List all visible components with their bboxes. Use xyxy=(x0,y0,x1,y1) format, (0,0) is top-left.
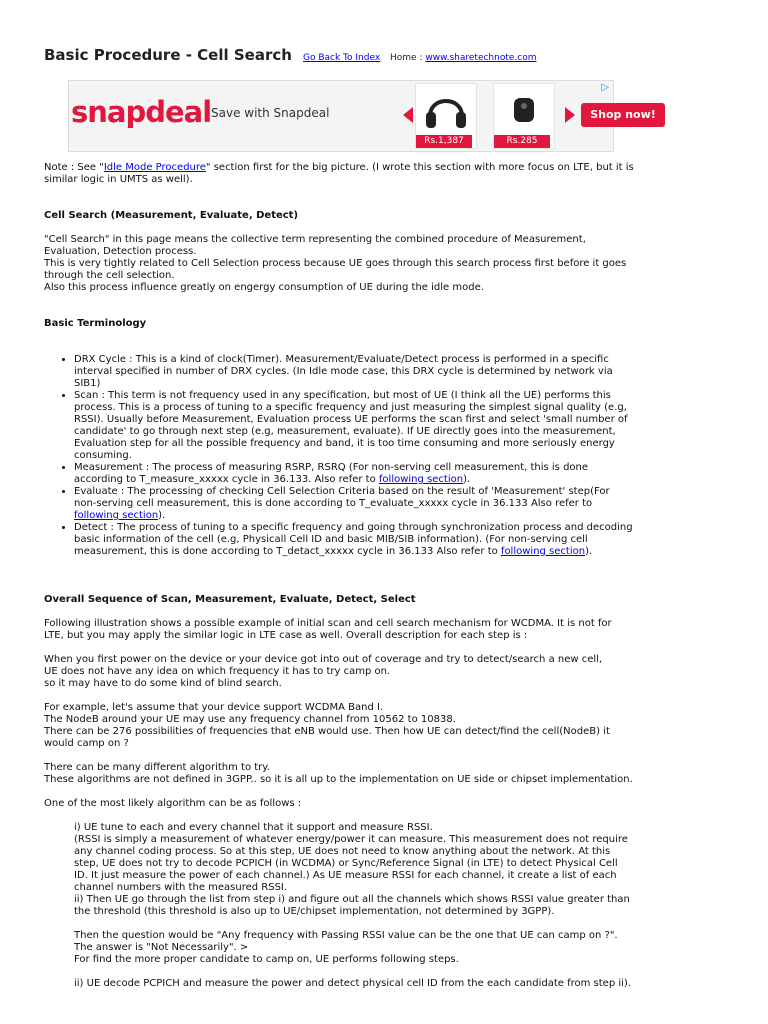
ad-product-earpiece[interactable] xyxy=(493,83,555,149)
ad-product-headphones[interactable] xyxy=(415,83,477,149)
overall-p2-line-1: When you first power on the device or your device got into out of coverage and try to detect/search a new cell, xyxy=(44,654,603,665)
step-1-text: i) UE tune to each and every channel that it support and measure RSSI. xyxy=(74,822,433,833)
cell-search-paragraph xyxy=(44,234,634,294)
terminology-list xyxy=(44,354,634,558)
back-to-index-link[interactable]: Go Back To Index xyxy=(303,53,381,63)
question-paragraph xyxy=(74,930,634,966)
note-paragraph xyxy=(44,162,634,186)
ad-prev-arrow-icon[interactable] xyxy=(403,107,413,123)
term-evaluate-end: ). xyxy=(158,510,166,521)
ad-price-1: Rs.1,387 xyxy=(416,135,472,148)
step-2-text: ii) Then UE go through the list from step i) and figure out all the channels which shows RSSI value greater than the threshold (this threshold is also up to UE/chipset implementation, not determined by 3GPP). xyxy=(74,894,630,917)
question-line-1: Then the question would be "Any frequency with Passing RSSI value can be the one that UE can camp on ?". xyxy=(74,930,618,941)
term-detect xyxy=(74,522,634,558)
overall-paragraph-3 xyxy=(44,702,634,750)
term-detect-text: Detect : The process of tuning to a specific frequency and going through synchronization process and decoding basic information of the cell (e.g, Physicall Cell ID and basic MIB/SIB information). (For non-serving cell measurement, this is done according to T_detact_xxxxx cycle in 36.133 Also refer to xyxy=(74,522,633,557)
term-measurement-text: Measurement : The process of measuring RSRP, RSRQ (For non-serving cell measurement, this is done according to T_measure_xxxxx cycle in 36.133. Also refer to xyxy=(74,462,589,485)
article-body xyxy=(44,162,634,1002)
snapdeal-banner-ad[interactable] xyxy=(68,80,656,152)
overall-p4-line-1: There can be many different algorithm to try. xyxy=(44,762,270,773)
page-header xyxy=(44,46,744,66)
shop-now-button[interactable]: Shop now! xyxy=(581,103,665,127)
detect-following-section-link[interactable]: following section xyxy=(500,546,586,557)
step-1-detail: (RSSI is simply a measurement of whatever energy/power it can measure. This measurement does not require any channel coding process. So at this step, UE does not need to know anything about the network. At this step, UE does not try to decode PCPICH (in WCDMA) or Sync/Reference Signal (in LTE) to detect Physical Cell ID. It just measure the power of each channel.) As UE measure RSSI for each channel, it create a list of each channel numbers with the measured RSSI. xyxy=(74,834,628,893)
ad-price-2: Rs.285 xyxy=(494,135,550,148)
question-line-2: The answer is "Not Necessarily". > xyxy=(74,942,249,953)
term-evaluate-text: Evaluate : The processing of checking Cell Selection Criteria based on the result of 'Measurement' step(For non-serving cell measurement, this is done according to T_evaluate_xxxxx cycle in 36.133 Also refer to xyxy=(74,486,610,509)
overall-p3-line-2: The NodeB around your UE may use any frequency channel from 10562 to 10838. xyxy=(44,714,456,725)
overall-paragraph-5: One of the most likely algorithm can be as follows : xyxy=(44,798,302,809)
home-label-text: Home : xyxy=(390,53,426,63)
term-evaluate xyxy=(74,486,634,522)
cell-search-line-1: "Cell Search" in this page means the collective term representing the combined procedure of Measurement, Evaluation, Detection process. xyxy=(44,234,586,257)
algorithm-step-3: ii) UE decode PCPICH and measure the power and detect physical cell ID from the each candidate from step ii). xyxy=(74,978,631,989)
snapdeal-logo: snapdeal xyxy=(71,95,212,129)
term-detect-end: ). xyxy=(585,546,593,557)
term-measurement xyxy=(74,462,634,486)
question-line-3: For find the more proper candidate to camp on, UE performs following steps. xyxy=(74,954,459,965)
term-scan: • Scan : This term is not frequency used in any specification, but most of UE (I think all the UE) performs this process. This is a process of tuning to a specific frequency and just measuring the simplest signal quality (e.g, RSSI). Usually before Measurement, Evaluation process UE performs the scan first and select 'small number of candidate' to go through next step (e.g, measurement, evaluate). If UE directly goes into the measurement, Evaluation step for all the possible frequency and band, it is too time consuming and more seriously energy consuming. xyxy=(74,390,634,462)
basic-terminology-heading: Basic Terminology xyxy=(44,318,147,329)
page-title: Basic Procedure - Cell Search xyxy=(44,46,292,64)
ad-slogan: Save with Snapdeal xyxy=(211,106,330,120)
term-measurement-end: ). xyxy=(463,474,471,485)
ad-next-arrow-icon[interactable] xyxy=(565,107,575,123)
overall-p3-line-3: There can be 276 possibilities of frequencies that eNB would use. Then how UE can detect/find the cell(NodeB) it would camp on ? xyxy=(44,726,610,749)
cell-search-line-3: Also this process influence greatly on engergy consumption of UE during the idle mode. xyxy=(44,282,484,293)
overall-p2-line-2: UE does not have any idea on which frequency it has to try camp on. xyxy=(44,666,391,677)
home-link[interactable]: www.sharetechnote.com xyxy=(425,53,537,63)
note-pre: Note : See " xyxy=(44,162,104,173)
note-post: " section first for the big picture. (I wrote this section with more focus on LTE, but it is similar logic in UMTS as well). xyxy=(44,162,634,185)
adchoices-icon[interactable]: ▷ xyxy=(601,82,609,93)
bluetooth-earpiece-icon xyxy=(502,88,546,130)
overall-paragraph-4 xyxy=(44,762,634,786)
cell-search-line-2: This is very tightly related to Cell Selection process because UE goes through this search process first before it goes through the cell selection. xyxy=(44,258,627,281)
overall-p3-line-1: For example, let's assume that your device support WCDMA Band I. xyxy=(44,702,384,713)
overall-paragraph-1: Following illustration shows a possible example of initial scan and cell search mechanism for WCDMA. It is not for LTE, but you may apply the similar logic in LTE case as well. Overall description for each step is : xyxy=(44,618,612,641)
measurement-following-section-link[interactable]: following section xyxy=(378,474,464,485)
headphones-icon xyxy=(424,88,468,130)
overall-p4-line-2: These algorithms are not defined in 3GPP.. so it is all up to the implementation on UE side or chipset implementation. xyxy=(44,774,633,785)
cell-search-heading: Cell Search (Measurement, Evaluate, Detect) xyxy=(44,210,299,221)
overall-paragraph-2 xyxy=(44,654,634,690)
home-label xyxy=(390,52,537,64)
overall-sequence-heading: Overall Sequence of Scan, Measurement, Evaluate, Detect, Select xyxy=(44,594,416,605)
algorithm-step-1 xyxy=(74,822,634,918)
idle-mode-procedure-link[interactable]: Idle Mode Procedure xyxy=(103,162,206,173)
overall-p2-line-3: so it may have to do some kind of blind search. xyxy=(44,678,282,689)
evaluate-following-section-link[interactable]: following section xyxy=(74,510,159,521)
term-drx-cycle: • DRX Cycle : This is a kind of clock(Timer). Measurement/Evaluate/Detect process is performed in a specific interval specified in number of DRX cycles. (In Idle mode case, this DRX cycle is determined by network via SIB1) xyxy=(74,354,634,390)
algorithm-steps xyxy=(74,822,634,990)
